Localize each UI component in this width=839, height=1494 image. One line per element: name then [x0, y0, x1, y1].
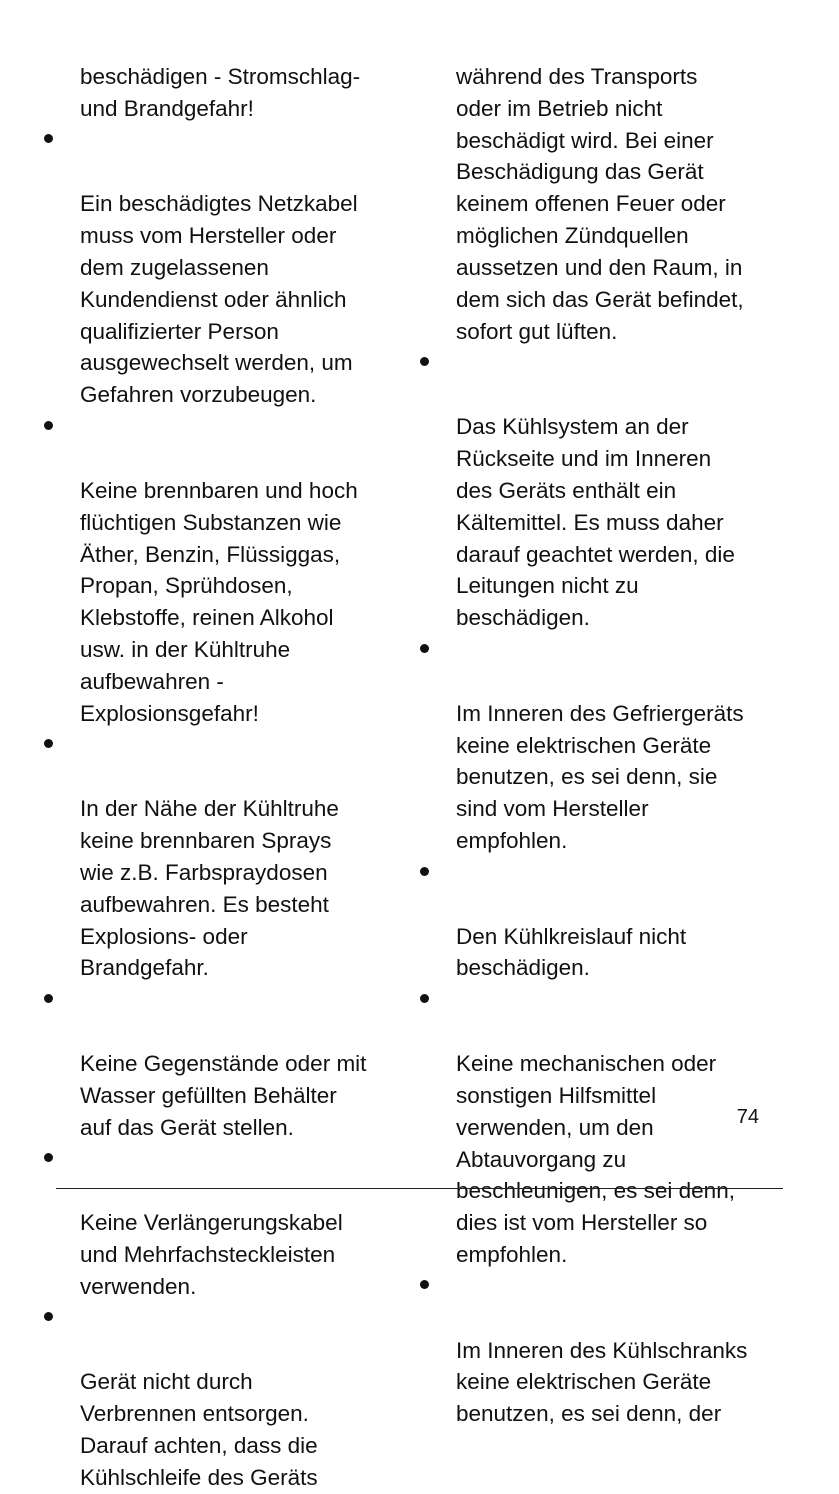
- list-item: [415, 347, 775, 634]
- bullet-icon: [41, 1303, 55, 1335]
- list-item: [39, 1303, 369, 1494]
- continuation-text: [415, 29, 775, 347]
- list-item: [39, 125, 369, 412]
- list-item-text: Gerät nicht durch Verbrennen entsorgen. Darauf achten, dass die Kühlschleife des Geräts: [80, 1369, 318, 1490]
- bullet-icon: [41, 730, 55, 762]
- continuation-text: [39, 29, 369, 125]
- list-item-text: In der Nähe der Kühltruhe keine brennbaren Sprays wie z.B. Farbspraydosen aufbewahren. Es besteht Explosions- oder Brandgefahr.: [80, 796, 339, 981]
- list-item-text: Im Inneren des Kühlschranks keine elektrischen Geräte benutzen, es sei denn, der: [456, 1337, 748, 1427]
- bullet-icon: [417, 1271, 431, 1303]
- list-item-text: Keine Gegenstände oder mit Wasser gefüllten Behälter auf das Gerät stellen.: [80, 1051, 367, 1140]
- paragraph-text: während des Transports oder im Betrieb nicht beschädigt wird. Bei einer Beschädigung das Gerät keinem offenen Feuer oder möglichen Zündquellen aussetzen und den Raum, in dem sich das Gerät befindet, sofort gut lüften.: [456, 63, 744, 344]
- list-item: [415, 1271, 775, 1430]
- bullet-icon: [41, 411, 55, 443]
- bullet-icon: [417, 857, 431, 889]
- list-item: [39, 984, 369, 1143]
- list-item: [39, 730, 369, 985]
- left-column: [39, 29, 369, 1494]
- list-item: [415, 984, 775, 1271]
- list-item-text: Keine brennbaren und hoch flüchtigen Substanzen wie Äther, Benzin, Flüssiggas, Propan, Sprühdosen, Klebstoffe, reinen Alkohol usw. in der Kühltruhe aufbewahren - Explosionsgefahr!: [80, 477, 358, 726]
- bullet-icon: [417, 984, 431, 1016]
- paragraph-text: beschädigen - Stromschlag- und Brandgefahr!: [80, 63, 361, 121]
- right-column: [415, 29, 775, 1430]
- list-item-text: Keine mechanischen oder sonstigen Hilfsmittel verwenden, um den Abtauvorgang zu beschleunigen, es sei denn, dies ist vom Hersteller so empfohlen.: [456, 1051, 735, 1268]
- list-item-text: Im Inneren des Gefriergeräts keine elektrischen Geräte benutzen, es sei denn, sie sind vom Hersteller empfohlen.: [456, 700, 744, 854]
- list-item: [39, 1144, 369, 1303]
- bullet-icon: [41, 984, 55, 1016]
- bullet-icon: [41, 1144, 55, 1176]
- list-item-text: Das Kühlsystem an der Rückseite und im Inneren des Geräts enthält ein Kältemittel. Es muss daher darauf geachtet werden, die Leitungen nicht zu beschädigen.: [456, 414, 735, 631]
- footer-divider: [56, 1188, 783, 1189]
- list-item: [415, 634, 775, 857]
- list-item-text: Den Kühlkreislauf nicht beschädigen.: [456, 923, 687, 981]
- list-item: [415, 857, 775, 984]
- list-item-text: Ein beschädigtes Netzkabel muss vom Hersteller oder dem zugelassenen Kundendienst oder ähnlich qualifizierter Person ausgewechselt werden, um Gefahren vorzubeugen.: [80, 191, 358, 408]
- bullet-icon: [41, 125, 55, 157]
- list-item: [39, 411, 369, 729]
- page-number: 74: [736, 1106, 759, 1128]
- bullet-icon: [417, 347, 431, 379]
- list-item-text: Keine Verlängerungskabel und Mehrfachsteckleisten verwenden.: [80, 1210, 343, 1299]
- bullet-icon: [417, 634, 431, 666]
